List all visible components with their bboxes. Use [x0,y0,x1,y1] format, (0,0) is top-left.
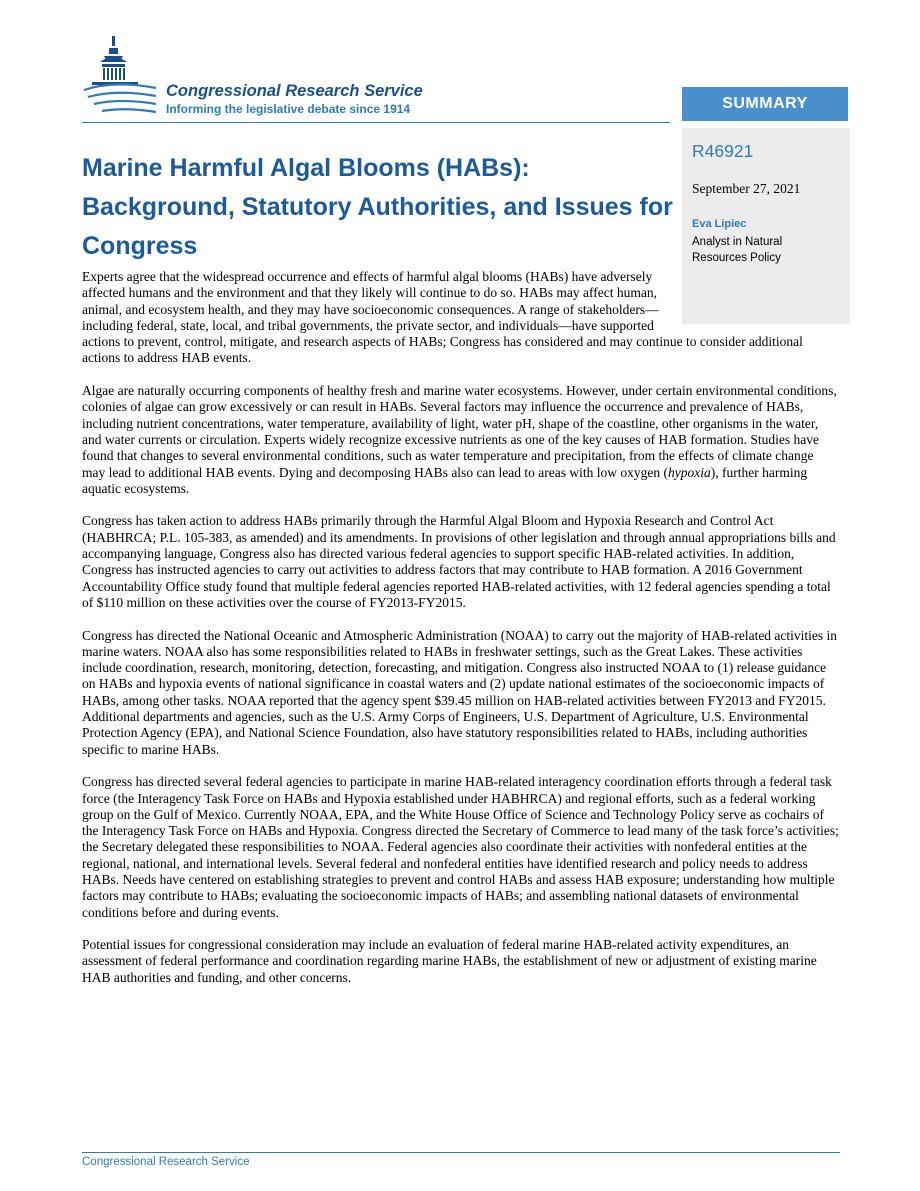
footer-divider [82,1152,840,1153]
header-divider [82,122,670,123]
footer-org-name: Congressional Research Service [82,1156,250,1168]
paragraph-4: Congress has directed the National Oceanic and Atmospheric Administration (NOAA) to carry out the majority of HAB-related activities in marine waters. NOAA also has some responsibilities related to HABs in freshwater settings, such as the Great Lakes. These activities include coordination, research, monitoring, detection, forecasting, and mitigation. Congress also instructed NOAA to (1) release guidance on HABs and hypoxia events of national significance in coastal waters and (2) update national estimates of the socioeconomic impacts of HABs, among other tasks. NOAA reported that the agency spent $39.45 million on HAB-related activities between FY2013 and FY2015. Additional departments and agencies, such as the U.S. Army Corps of Engineers, U.S. Department of Agriculture, U.S. Environmental Protection Agency (EPA), and National Science Foundation, also have statutory responsibilities related to HABs, including authorities specific to marine HABs. [82,627,838,757]
paragraph-2: Algae are naturally occurring components of healthy fresh and marine water ecosystems. However, under certain environmental conditions, colonies of algae can grow excessively or can result in HABs. Several factors may influence the occurrence and prevalence of HABs, including nutrient concentrations, water temperature, availability of light, water pH, shape of the coastline, other organisms in the water, and water currents or circulation. Experts widely recognize excessive nutrients as one of the key causes of HAB formation. Studies have found that changes to several environmental conditions, such as water temperature and precipitation, from the effects of climate change may lead to additional HAB events. Dying and decomposing HABs also can lead to areas with low oxygen (hypoxia), further harming aquatic ecosystems. [82,383,837,496]
report-date: September 27, 2021 [692,181,801,196]
paragraph-1: Experts agree that the widespread occurrence and effects of harmful algal blooms (HABs) have adversely affected humans and the environment and that they likely will continue to do so. HABs may affect human, animal, and ecosystem health, and they may have socioeconomic consequences. A range of stakeholders—including federal, state, local, and tribal governments, the private sector, and individuals—have supported actions to prevent, control, mitigate, and research aspects of HABs; Congress has considered and may continue to consider additional actions to address HAB events. [82,269,840,367]
crs-logo[interactable] [82,34,482,124]
org-name: Congressional Research Service [166,82,423,100]
sidebar-wrap-spacer [670,269,840,325]
paragraph-6: Potential issues for congressional consideration may include an evaluation of federal marine HAB-related activity expenditures, an assessment of federal performance and coordination regarding marine HABs, the establishment of new or adjustment of existing marine HAB authorities and funding, and other concerns. [82,937,817,985]
author-title: Analyst in Natural Resources Policy [692,236,783,264]
hypoxia-term: hypoxia [668,464,711,480]
paragraph-3: Congress has taken action to address HABs primarily through the Harmful Algal Bloom and Hypoxia Research and Control Act (HABHRCA; P.L. 105-383, as amended) and its amendments. In provisions of other legislation and through annual appropriations bills and accompanying language, Congress also has directed various federal agencies to support specific HAB-related activities. In addition, Congress has instructed agencies to carry out activities to address factors that may contribute to HAB formation. A 2016 Government Accountability Office study found that multiple federal agencies reported HAB-related activities, with 12 federal agencies spending a total of $110 million on these activities over the course of FY2013-FY2015. [82,513,836,610]
summary-tab: SUMMARY [682,87,848,121]
org-tagline: Informing the legislative debate since 1914 [166,102,411,116]
paragraph-5: Congress has directed several federal agencies to participate in marine HAB-related interagency coordination efforts through a federal task force (the Interagency Task Force on HABs and Hypoxia established under HABHRCA) and regional efforts, such as a federal working group on the Gulf of Mexico. Currently NOAA, EPA, and the White House Office of Science and Technology Policy serve as cochairs of the Interagency Task Force on HABs and Hypoxia. Congress directed the Secretary of Commerce to lead many of the task force’s activities; the Secretary delegated these responsibilities to NOAA. Federal agencies also coordinate their activities with nonfederal entities at the regional, national, and international levels. Several federal and nonfederal entities have identified research and policy needs to address HABs. Needs have centered on establishing strategies to prevent and control HABs and assess HAB exposure; understanding how multiple factors may contribute to HABs; evaluating the socioeconomic impacts of HABs; and assembling national datasets of environmental conditions before and during events. [82,774,839,920]
summary-body [82,269,840,1002]
report-number: R46921 [692,141,754,161]
capitol-dome-icon [82,34,162,124]
author-name[interactable]: Eva Lipiec [692,218,747,230]
page-title: Marine Harmful Algal Blooms (HABs): Background, Statutory Authorities, and Issues for Congress [82,154,673,260]
